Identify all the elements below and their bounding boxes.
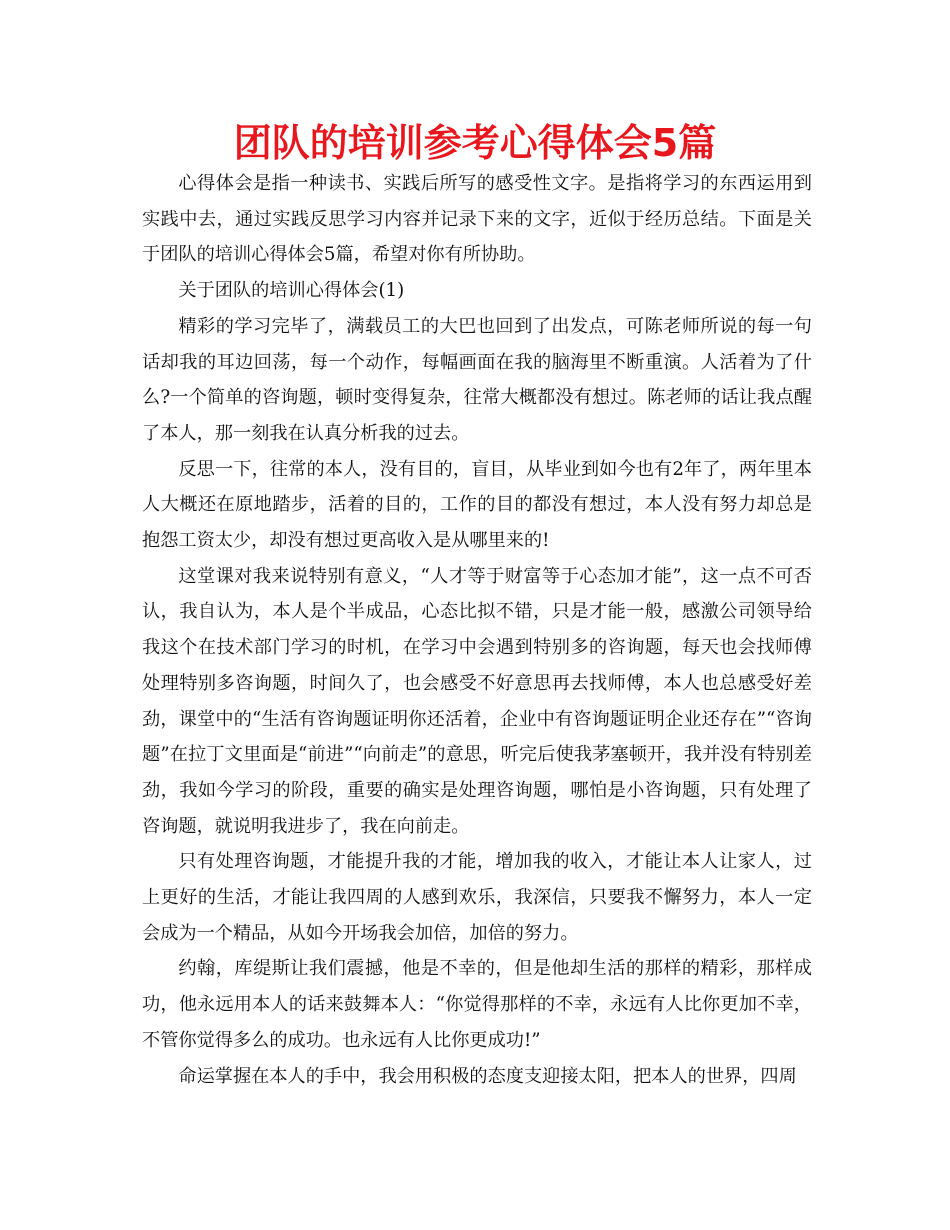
intro-paragraph: 心得体会是指一种读书、实践后所写的感受性文字。是指将学习的东西运用到实践中去，通过实践反思学习内容并记录下来的文字，近似于经历总结。下面是关于团队的培训心得体会5篇，希望对你有所协助。 [142,173,812,266]
body-paragraph: 命运掌握在本人的手中，我会用积极的态度支迎接太阳，把本人的世界，四周 [178,1065,797,1087]
body-paragraph: 这堂课对我来说特别有意义，“人才等于财富等于心态加才能”，这一点不可否认，我自认为，本人是个半成品，心态比拟不错，只是才能一般，感激公司领导给我这个在技术部门学习的时机，在学习中会遇到特别多的咨询题，每天也会找师傅处理特别多咨询题，时间久了，也会感受不好意思再去找师傅，本人也总感受好差劲，课堂中的“生活有咨询题证明你还活着，企业中有咨询题证明企业还存在”“咨询题”在拉丁文里面是“前进”“向前走”的意思，听完后使我茅塞顿开，我并没有特别差劲，我如今学习的阶段，重要的确实是处理咨询题，哪怕是小咨询题，只有处理了咨询题，就说明我进步了，我在向前走。 [142,565,812,837]
document-body [142,166,812,1094]
document-title: 团队的培训参考心得体会5篇 [233,121,717,165]
section-heading: 关于团队的培训心得体会(1) [178,280,405,302]
body-paragraph: 反思一下，往常的本人，没有目的，盲目，从毕业到如今也有2年了，两年里本人大概还在原地踏步，活着的目的，工作的目的都没有想过，本人没有努力却总是抱怨工资太少，却没有想过更高收入是从哪里来的! [142,458,812,552]
body-paragraph: 精彩的学习完毕了，满载员工的大巴也回到了出发点，可陈老师所说的每一句话却我的耳边回荡，每一个动作，每幅画面在我的脑海里不断重演。人活着为了什么?一个简单的咨询题，顿时变得复杂，往常大概都没有想过。陈老师的话让我点醒了本人，那一刻我在认真分析我的过去。 [142,315,812,444]
body-paragraph: 只有处理咨询题，才能提升我的才能，增加我的收入，才能让本人让家人，过上更好的生活，才能让我四周的人感到欢乐，我深信，只要我不懈努力，本人一定会成为一个精品，从如今开场我会加倍，加倍的努力。 [142,851,812,944]
body-paragraph: 约翰，库缇斯让我们震撼，他是不幸的，但是他却生活的那样的精彩，那样成功，他永远用本人的话来鼓舞本人：“你觉得那样的不幸，永远有人比你更加不幸，不管你觉得多么的成功。也永远有人比你更成功!” [142,958,812,1051]
